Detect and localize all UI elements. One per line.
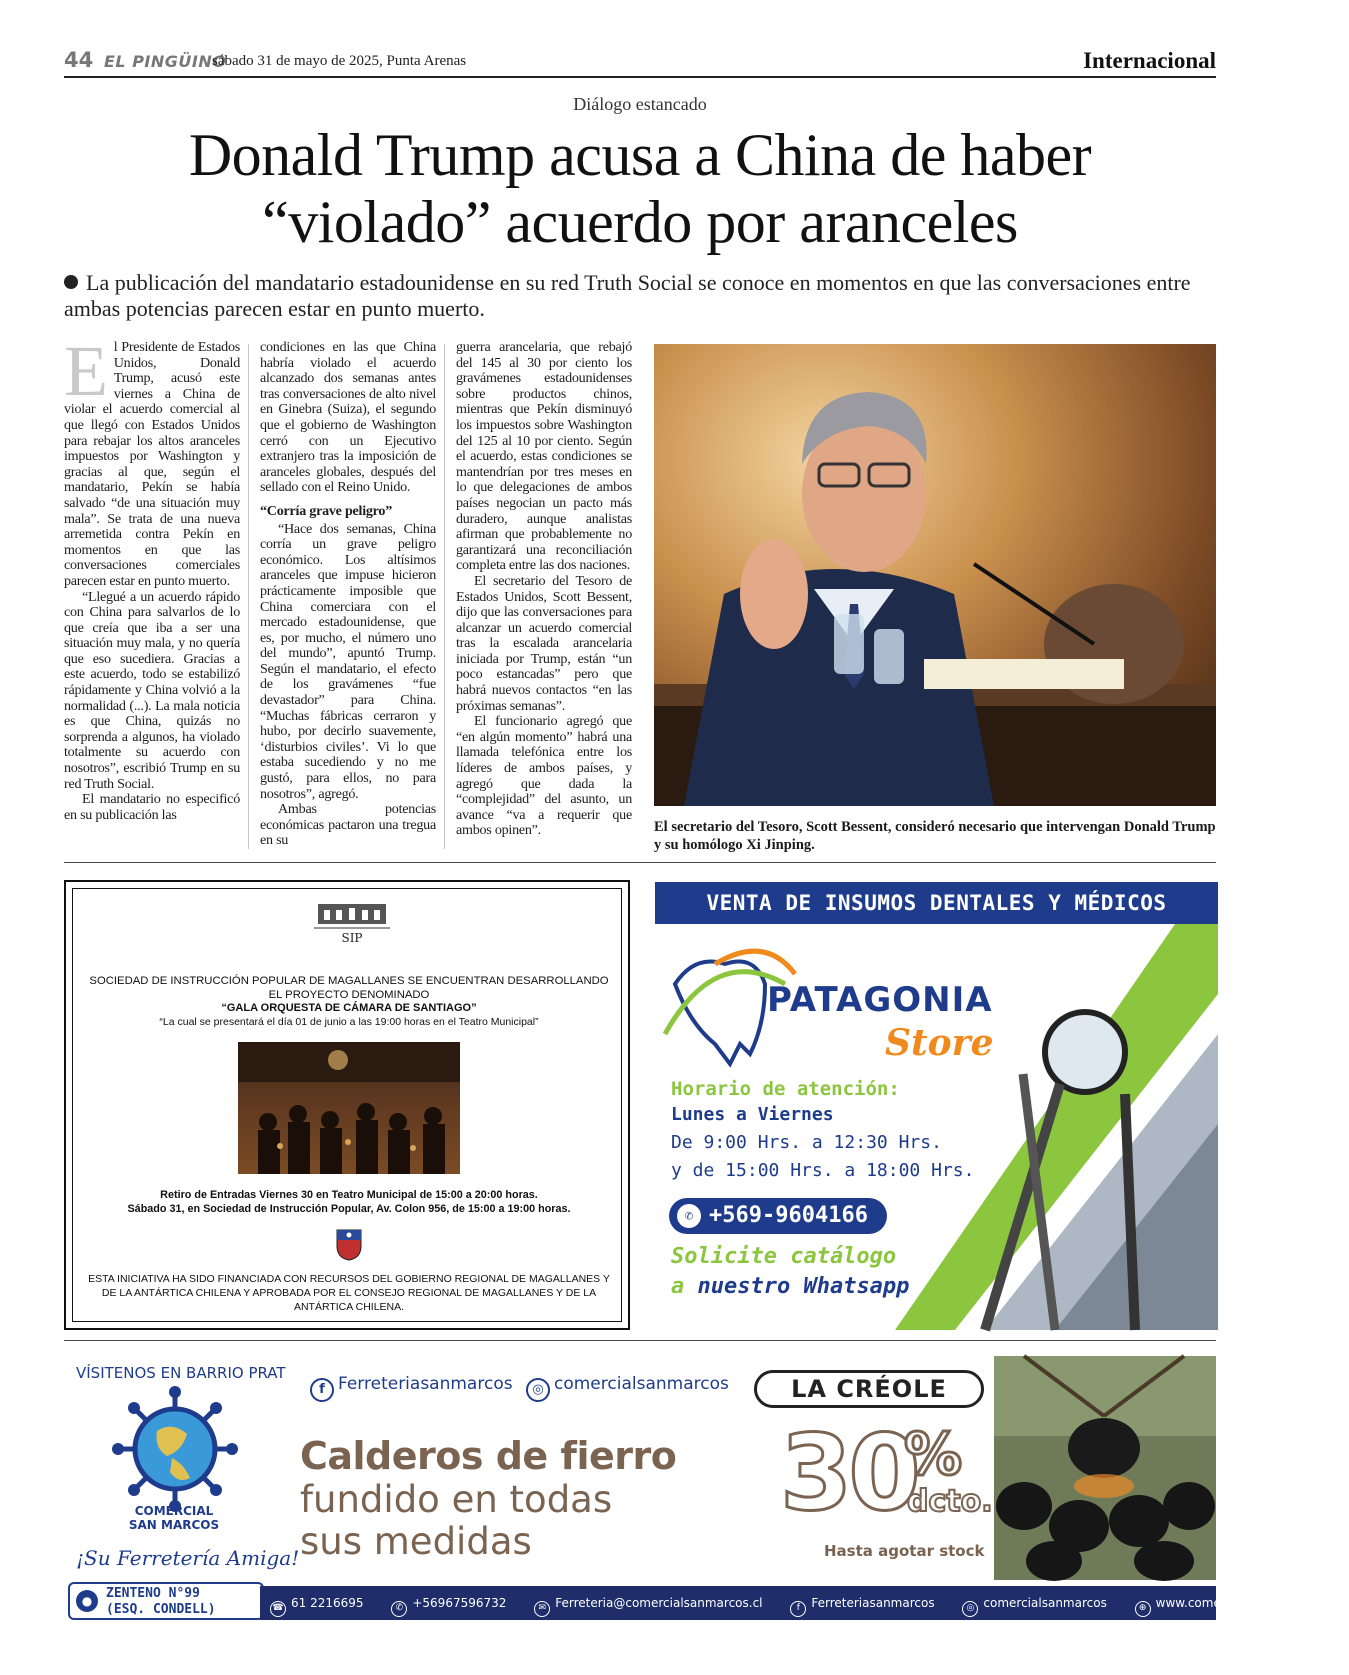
patagonia-store-script: Store [885,1022,994,1064]
article-photo [654,344,1216,806]
contact-facebook-text: Ferreteriasanmarcos [811,1596,935,1610]
discount-percent-sign: % [904,1420,963,1488]
facebook-icon: f [790,1601,806,1617]
page-header [64,48,1216,78]
paragraph: El mandatario no especificó en su publicación las [64,791,240,823]
masthead-logo: EL PINGÜINO [104,52,227,71]
hours-title: Horario de atención: [671,1078,900,1100]
visit-text: VÍSITENOS EN BARRIO PRAT [76,1364,286,1382]
sip-funding-notice: ESTA INICIATIVA HA SIDO FINANCIADA CON RECURSOS DEL GOBIERNO REGIONAL DE MAGALLANES Y DE LA ANTÁRTICA CHILENA Y APROBADA POR EL CONSEJO REGIONAL DE MAGALLANES Y DE LA ANTÁRTICA CHILENA. [88,1273,610,1313]
paragraph: “Hace dos semanas, China corría un grave peligro económico. Los altísimos aranceles que impuse hicieron prácticamente imposible que China comerciara con el mercado estadounidense, que es, por mucho, el número uno del mundo”, apuntó Trump. Según el mandatario, el efecto de los gravámenes “fue devastador” para China. “Muchas fábricas cerraron y hubo, por decirlo suavemente, ‘disturbios civiles’. Vi lo que estaba sucediendo y no me gustó, para ellos, no para nosotros”, agregó. [260,520,436,802]
globe-icon: ⊕ [1135,1601,1151,1617]
page-number: 44 [64,48,94,72]
whatsapp-icon: ✆ [677,1204,701,1228]
section-title: Internacional [1083,48,1216,73]
phone-badge [669,1198,887,1234]
contact-web-text: www.comercialsanmarcos.cl [1155,1596,1325,1610]
discount-value: 30 [780,1412,917,1534]
contact-phone-text: 61 2216695 [291,1596,364,1610]
whatsapp-icon: ✆ [391,1601,407,1617]
headline-line-1: Donald Trump acusa a China de haber [188,122,1092,188]
headline-line-2: “violado” acuerdo por aranceles [262,189,1018,255]
paragraph: condiciones en las que China habría violado el acuerdo alcanzado dos semanas antes tras conversaciones de alto nivel en Ginebra (Suiza), el segundo que el gobierno de Washington cerró con un Ejecutivo extranjero tras la imposición de aranceles globales, después del sellado con el Reino Unido. [260,339,436,496]
instagram-handle-text: comercialsanmarcos [554,1374,729,1394]
orchestra-photo [238,1042,460,1174]
patagonia-banner: VENTA DE INSUMOS DENTALES Y MÉDICOS [655,882,1218,924]
patagonia-store-advertisement [655,882,1218,1330]
subhead: “Corría grave peligro” [260,502,393,519]
catalog-line-2-b: nuestro Whatsapp [697,1274,910,1299]
sip-ticket-info [86,1188,612,1216]
email-icon: ✉ [534,1601,550,1617]
paragraph: El funcionario agregó que “en algún momento” habrá una llamada telefónica entre los líderes de ambos países, y agregó que dada la “complejidad” del asunto, un avance “va a requerir que ambos opinen”. [456,713,632,839]
headline [64,122,1216,256]
contact-whatsapp [391,1596,518,1613]
sip-event-date: “La cual se presentará el día 01 de junio a las 19:00 horas en el Teatro Municipal” [159,1016,539,1028]
patagonia-brand: PATAGONIA [767,980,993,1020]
contact-web [1135,1596,1337,1613]
dek-text: La publicación del mandatario estadounidense en su red Truth Social se conoce en momentos en que las conversaciones entre ambas potencias parecen estar en punto muerto. [64,270,1191,321]
store-name-2: SAN MARCOS [128,1518,220,1532]
hours-morning: De 9:00 Hrs. a 12:30 Hrs. [671,1132,942,1153]
address-line-2: (ESQ. CONDELL) [106,1602,216,1617]
contact-instagram [962,1596,1118,1613]
photo-caption: El secretario del Tesoro, Scott Bessent, consideró necesario que intervengan Donald Trump y su homólogo Xi Jinping. [654,819,1216,853]
bullet-icon [64,275,78,289]
instagram-handle [526,1374,729,1402]
sip-ticket-line-1: Retiro de Entradas Viernes 30 en Teatro Municipal de 15:00 a 20:00 horas. [160,1189,538,1201]
sip-logo-text: SIP [341,931,363,945]
article-column-3 [456,340,632,839]
article-column-1 [64,331,240,823]
ship-wheel-globe-icon [112,1386,238,1516]
gobierno-regional-crest-icon [334,1228,364,1262]
contact-email-text: Ferreteria@comercialsanmarcos.cl [555,1596,763,1610]
contact-email [534,1596,774,1613]
store-name-1: COMERCIAL [134,1504,214,1518]
sip-advertisement [64,880,630,1330]
cast-iron-pots-photo [994,1356,1216,1580]
contact-phone [270,1596,376,1613]
paragraph: l Presidente de Estados Unidos, Donald Trump, acusó este viernes a China de violar el acuerdo comercial al que llegó con Estados Unidos para rebajar los altos aranceles impuestos por Washington y gracias al que, según el mandatario, Pekín se había salvado “de una situación muy mala”. Se trata de una nueva arremetida contra Pekín en momentos en que las conversaciones comerciales parecen estar en punto muerto. [64,339,240,589]
contact-facebook [790,1596,946,1613]
facebook-handle [310,1374,513,1402]
dek [64,270,1224,322]
sip-ticket-line-2: Sábado 31, en Sociedad de Instrucción Popular, Av. Colon 956, de 15:00 a 19:00 horas. [127,1203,571,1215]
comercial-san-marcos-advertisement [64,1356,1325,1628]
article-column-2 [260,340,436,849]
paragraph: guerra arancelaria, que rebajó del 145 al 30 por ciento los gravámenes estadounidenses sobre productos chinos, mientras que Pekín disminuyó los impuestos sobre Washington del 125 al 10 por ciento. Según el acuerdo, estas condiciones se mantendrían por tres meses en lo que delegaciones de ambos países negocian un pacto más duradero, aunque analistas afirman que probablemente no garantizará una reconciliación completa entre las dos naciones. [456,339,632,574]
dateline: sábado 31 de mayo de 2025, Punta Arenas [212,53,467,69]
location-pin-icon: ● [76,1590,98,1612]
instagram-icon: ◎ [962,1601,978,1617]
promo-headline-3: sus medidas [300,1520,532,1563]
sip-building-icon [312,900,392,952]
paragraph: El secretario del Tesoro de Estados Unidos, Scott Bessent, dijo que las conversaciones para alcanzar un acuerdo comercial tras la escalada arancelaria iniciada por Trump, están “un poco estancadas” pero que habrá nuevos contactos “en las próximas semanas”. [456,572,632,714]
store-address [68,1582,264,1620]
discount-label: dcto. [907,1484,993,1519]
hours-days: Lunes a Viernes [671,1104,834,1125]
catalog-line-2-a: a [671,1274,685,1299]
facebook-icon: f [310,1378,334,1402]
address-line-1: ZENTENO N°99 [106,1586,200,1601]
paragraph: Ambas potencias económicas pactaron una tregua en su [260,801,436,849]
catalog-line-1: Solicite catálogo [671,1244,897,1269]
instagram-icon: ◎ [526,1378,550,1402]
contact-whatsapp-text: +56967596732 [412,1596,507,1610]
phone-number: +569-9604166 [709,1203,868,1228]
la-creole-logo: LA CRÉOLE [754,1370,984,1408]
store-slogan: ¡Su Ferretería Amiga! [76,1546,300,1570]
stock-notice: Hasta agotar stock [824,1542,985,1560]
sip-intro: SOCIEDAD DE INSTRUCCIÓN POPULAR DE MAGALLANES SE ENCUENTRAN DESARROLLANDO EL PROYECTO DENOMINADO [89,975,609,1001]
facebook-handle-text: Ferreteriasanmarcos [338,1374,513,1394]
photo-illustration [654,344,1216,806]
drop-cap: E [64,331,108,411]
contact-instagram-text: comercialsanmarcos [983,1596,1107,1610]
catalog-line-2 [671,1274,909,1299]
paragraph: “Llegué a un acuerdo rápido con China para salvarlos de lo que creía que iba a ser una situación muy mala, y no quería que eso sucediera. Gracias a este acuerdo, todo se estabilizó rápidamente y China volvió a la normalidad (...). La mala noticia es que China, quizás no sorprenda a algunos, ha violado totalmente su acuerdo con nosotros”, escribió Trump en su red Truth Social. [64,588,240,792]
section-divider [64,862,1216,863]
hours-afternoon: y de 15:00 Hrs. a 18:00 Hrs. [671,1160,975,1181]
promo-headline-1: Calderos de fierro [300,1434,677,1478]
kicker: Diálogo estancado [573,94,707,114]
column-divider [248,344,249,849]
column-divider [444,344,445,849]
contact-bar [260,1586,1325,1620]
section-divider [64,1340,1216,1341]
sip-project-name: “GALA ORQUESTA DE CÁMARA DE SANTIAGO” [221,1002,477,1014]
phone-icon: ☎ [270,1601,286,1617]
promo-headline-2: fundido en todas [300,1478,613,1521]
